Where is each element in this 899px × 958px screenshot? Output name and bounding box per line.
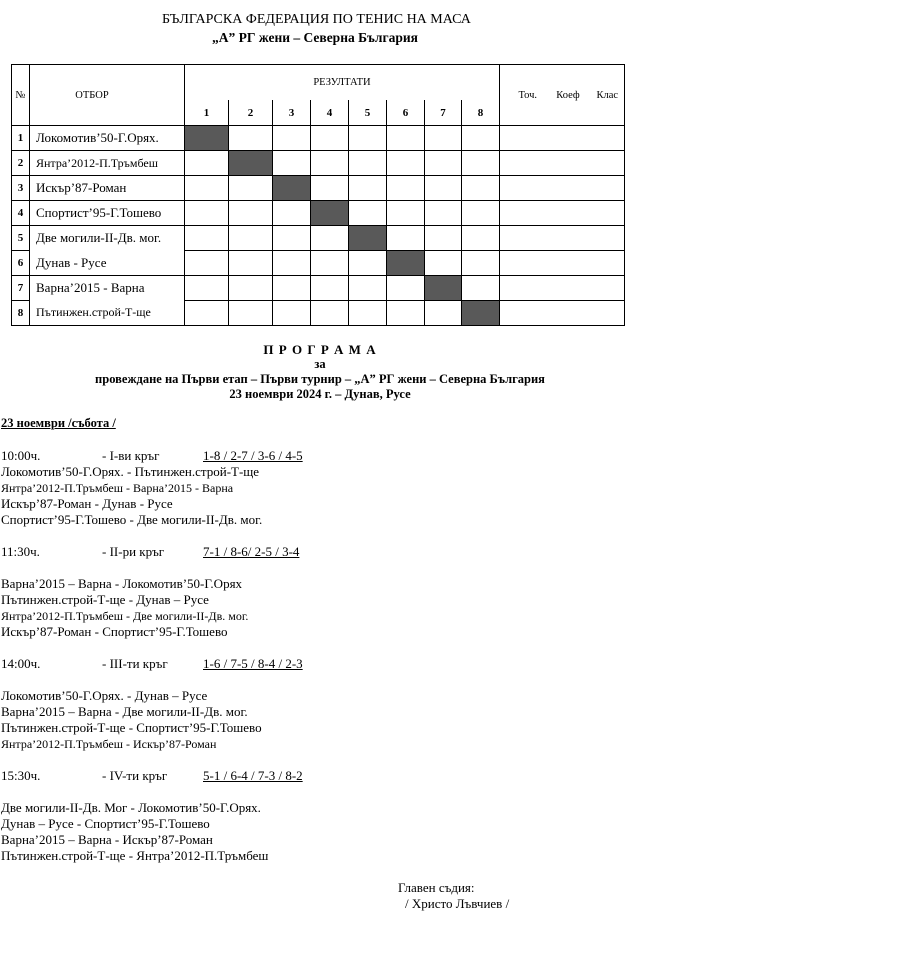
match-line: Локомотив’50-Г.Орях. - Пътинжен.строй-Т-ще <box>1 464 260 479</box>
result-cell <box>185 301 229 326</box>
self-match-cell <box>229 151 273 176</box>
team-number: 6 <box>12 251 30 276</box>
result-cell <box>425 176 462 201</box>
points-cell <box>500 301 546 326</box>
match-line: Пътинжен.строй-Т-ще - Спортист’95-Г.Тошево <box>1 720 262 735</box>
result-cell <box>349 201 387 226</box>
team-number: 2 <box>12 151 30 176</box>
result-cell <box>229 176 273 201</box>
round-time: 10:00ч. <box>1 448 41 463</box>
points-cell <box>500 276 546 301</box>
result-cell <box>311 301 349 326</box>
result-cell <box>311 126 349 151</box>
round-header <box>1 768 303 784</box>
team-number: 8 <box>12 301 30 326</box>
result-cell <box>273 251 311 276</box>
team-name: Пътинжен.строй-Т-ще <box>30 301 185 326</box>
round-pairs: 5-1 / 6-4 / 7-3 / 8-2 <box>203 768 303 783</box>
match-line: Пътинжен.строй-Т-ще - Дунав – Русе <box>1 592 209 607</box>
result-cell <box>185 276 229 301</box>
coef-cell <box>546 176 591 201</box>
round-name: - IV-ти кръг <box>102 768 168 783</box>
result-cell <box>462 201 500 226</box>
result-cell <box>273 226 311 251</box>
result-cell <box>425 301 462 326</box>
standings-table <box>11 64 625 326</box>
team-name: Две могили-II-Дв. мог. <box>30 226 185 251</box>
result-col-header: 1 <box>185 100 229 125</box>
result-col-header: 5 <box>349 100 387 125</box>
result-cell <box>349 251 387 276</box>
result-col-header: 8 <box>462 100 500 125</box>
match-line: Локомотив’50-Г.Орях. - Дунав – Русе <box>1 688 208 703</box>
result-cell <box>229 226 273 251</box>
result-cell <box>273 276 311 301</box>
match-line: Янтра’2012-П.Тръмбеш - Варна’2015 - Варна <box>1 481 234 495</box>
self-match-cell <box>387 251 425 276</box>
place-cell <box>591 251 625 276</box>
result-cell <box>311 176 349 201</box>
league-title: „А” РГ жени – Северна България <box>212 30 418 45</box>
result-cell <box>349 301 387 326</box>
match-line: Янтра’2012-П.Тръмбеш - Искър’87-Роман <box>1 737 217 751</box>
self-match-cell <box>311 201 349 226</box>
place-cell <box>591 201 625 226</box>
table-header-row <box>12 65 625 101</box>
team-row <box>12 201 625 226</box>
place-cell <box>591 301 625 326</box>
result-col-header: 2 <box>229 100 273 125</box>
result-cell <box>273 151 311 176</box>
col-team-header: ОТБОР <box>30 65 185 126</box>
self-match-cell <box>349 226 387 251</box>
program-za: за <box>314 357 326 371</box>
result-cell <box>311 276 349 301</box>
result-col-header: 4 <box>311 100 349 125</box>
result-cell <box>229 126 273 151</box>
program-title: П Р О Г Р А М А <box>263 342 377 357</box>
round-time: 14:00ч. <box>1 656 41 671</box>
round-header <box>1 544 299 560</box>
result-cell <box>229 301 273 326</box>
result-col-header: 3 <box>273 100 311 125</box>
coef-cell <box>546 201 591 226</box>
result-cell <box>311 151 349 176</box>
team-row <box>12 176 625 201</box>
col-points-header: Точ. <box>500 65 546 126</box>
match-line: Варна’2015 – Варна - Локомотив’50-Г.Орях <box>1 576 243 591</box>
round-pairs: 1-6 / 7-5 / 8-4 / 2-3 <box>203 656 303 671</box>
team-name: Дунав - Русе <box>30 251 185 276</box>
match-line: Искър’87-Роман - Спортист’95-Г.Тошево <box>1 624 228 639</box>
result-cell <box>273 126 311 151</box>
day-label: 23 ноември /събота / <box>1 416 116 430</box>
round-pairs: 7-1 / 8-6/ 2-5 / 3-4 <box>203 544 300 559</box>
result-cell <box>185 201 229 226</box>
col-no-header: № <box>12 65 30 126</box>
points-cell <box>500 201 546 226</box>
team-row <box>12 126 625 151</box>
result-cell <box>229 251 273 276</box>
match-line: Дунав – Русе - Спортист’95-Г.Тошево <box>1 816 210 831</box>
judge-name: / Христо Лъвчиев / <box>405 896 510 911</box>
points-cell <box>500 226 546 251</box>
result-cell <box>387 226 425 251</box>
coef-cell <box>546 226 591 251</box>
team-name: Локомотив’50-Г.Орях. <box>30 126 185 151</box>
coef-cell <box>546 151 591 176</box>
result-cell <box>425 126 462 151</box>
result-cell <box>462 126 500 151</box>
round-header <box>1 448 303 464</box>
col-results-header: РЕЗУЛТАТИ <box>185 65 500 101</box>
team-row <box>12 226 625 251</box>
result-cell <box>311 226 349 251</box>
program-subtitle: провеждане на Първи етап – Първи турнир – „А” РГ жени – Северна България <box>95 372 545 386</box>
result-cell <box>273 201 311 226</box>
result-cell <box>462 251 500 276</box>
coef-cell <box>546 276 591 301</box>
team-name: Варна’2015 - Варна <box>30 276 185 301</box>
round-name: - III-ти кръг <box>102 656 168 671</box>
team-number: 4 <box>12 201 30 226</box>
result-cell <box>273 301 311 326</box>
round-name: - II-ри кръг <box>102 544 165 559</box>
result-cell <box>229 201 273 226</box>
team-row <box>12 251 625 276</box>
round-header <box>1 656 303 672</box>
result-cell <box>229 276 273 301</box>
result-cell <box>185 176 229 201</box>
program-date-place: 23 ноември 2024 г. – Дунав, Русе <box>229 387 411 401</box>
coef-cell <box>546 301 591 326</box>
result-cell <box>425 226 462 251</box>
team-name: Янтра’2012-П.Тръмбеш <box>30 151 185 176</box>
result-cell <box>462 151 500 176</box>
team-row <box>12 301 625 326</box>
result-col-header: 6 <box>387 100 425 125</box>
match-line: Две могили-II-Дв. Мог - Локомотив’50-Г.Орях. <box>1 800 261 815</box>
result-cell <box>311 251 349 276</box>
result-cell <box>462 176 500 201</box>
coef-cell <box>546 251 591 276</box>
match-line: Искър’87-Роман - Дунав - Русе <box>1 496 173 511</box>
points-cell <box>500 176 546 201</box>
federation-title: БЪЛГАРСКА ФЕДЕРАЦИЯ ПО ТЕНИС НА МАСА <box>162 12 471 27</box>
round-name: - I-ви кръг <box>102 448 160 463</box>
self-match-cell <box>425 276 462 301</box>
result-cell <box>349 126 387 151</box>
round-pairs: 1-8 / 2-7 / 3-6 / 4-5 <box>203 448 303 463</box>
team-name: Искър’87-Роман <box>30 176 185 201</box>
result-cell <box>185 251 229 276</box>
round-time: 11:30ч. <box>1 544 40 559</box>
match-line: Варна’2015 – Варна - Две могили-II-Дв. мог. <box>1 704 248 719</box>
match-line: Пътинжен.строй-Т-ще - Янтра’2012-П.Тръмбеш <box>1 848 269 863</box>
team-name: Спортист’95-Г.Тошево <box>30 201 185 226</box>
result-cell <box>462 226 500 251</box>
team-number: 7 <box>12 276 30 301</box>
team-number: 5 <box>12 226 30 251</box>
result-cell <box>462 276 500 301</box>
match-line: Спортист’95-Г.Тошево - Две могили-II-Дв. мог. <box>1 512 263 527</box>
result-cell <box>387 126 425 151</box>
self-match-cell <box>462 301 500 326</box>
team-row <box>12 276 625 301</box>
place-cell <box>591 226 625 251</box>
result-cell <box>425 151 462 176</box>
place-cell <box>591 176 625 201</box>
result-cell <box>387 176 425 201</box>
result-cell <box>349 151 387 176</box>
place-cell <box>591 126 625 151</box>
result-cell <box>349 176 387 201</box>
result-cell <box>185 151 229 176</box>
points-cell <box>500 126 546 151</box>
col-place-header: Клас <box>591 65 625 126</box>
result-cell <box>387 151 425 176</box>
coef-cell <box>546 126 591 151</box>
result-cell <box>425 201 462 226</box>
points-cell <box>500 251 546 276</box>
place-cell <box>591 276 625 301</box>
self-match-cell <box>273 176 311 201</box>
result-cell <box>387 276 425 301</box>
col-coef-header: Коеф <box>546 65 591 126</box>
result-cell <box>387 301 425 326</box>
round-time: 15:30ч. <box>1 768 41 783</box>
result-col-header: 7 <box>425 100 462 125</box>
result-cell <box>387 201 425 226</box>
team-row <box>12 151 625 176</box>
result-cell <box>349 276 387 301</box>
team-number: 3 <box>12 176 30 201</box>
points-cell <box>500 151 546 176</box>
result-cell <box>185 226 229 251</box>
place-cell <box>591 151 625 176</box>
match-line: Янтра’2012-П.Тръмбеш - Две могили-II-Дв. мог. <box>1 609 249 623</box>
match-line: Варна’2015 – Варна - Искър’87-Роман <box>1 832 213 847</box>
self-match-cell <box>185 126 229 151</box>
team-number: 1 <box>12 126 30 151</box>
result-cell <box>425 251 462 276</box>
judge-title: Главен съдия: <box>398 880 475 895</box>
